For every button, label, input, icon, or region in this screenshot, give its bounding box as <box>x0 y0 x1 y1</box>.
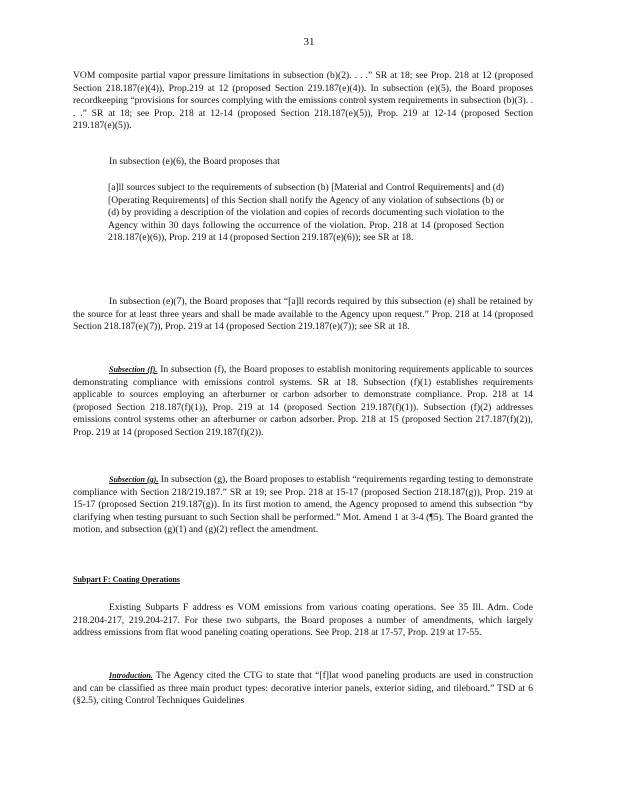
block-quote-violation-notice: [a]ll sources subject to the requirements of subsection (b) [Material and Control Requirements] and (d) [Operating Requirements] of this Section shall notify the Agency of any violation of subsections (b) or (d) by providing a description of the violation and copies of records documenting such violation to the Agency within 30 days following the occurrence of the violation. Prop. 218 at 14 (proposed Section 218.187(e)(6)), Prop. 219 at 14 (proposed Section 219.187(e)(6)); see SR at 18. <box>108 182 504 244</box>
paragraph-introduction-text: The Agency cited the CTG to state that “[f]lat wood paneling products are used in construction and can be classified as three main product types: decorative interior panels, exterior siding, and tileboard.” TSD at 6 (§2.5), citing Control Techniques Guidelines <box>73 670 533 707</box>
paragraph-subsection-e6-intro: In subsection (e)(6), the Board proposes that <box>109 156 280 167</box>
run-in-heading-subsection-g: Subsection (g). <box>109 475 159 484</box>
paragraph-subsection-g <box>73 474 533 537</box>
section-heading-subpart-f: Subpart F: Coating Operations <box>73 575 180 584</box>
paragraph-existing-subparts: Existing Subparts F address es VOM emissions from various coating operations. See 35 Ill. Adm. Code 218.204-217, 219.204-217. For these two subparts, the Board proposes a number of amendments, which largely address emissions from flat wood paneling coating operations. See Prop. 218 at 17-57, Prop. 219 at 17-55. <box>73 602 533 639</box>
run-in-heading-introduction: Introduction. <box>109 671 153 680</box>
paragraph-subsection-g-text: In subsection (g), the Board proposes to establish “requirements regarding testing to demonstrate compliance with Section 218/219.187.” SR at 19; see Prop. 218 at 15-17 (proposed Section 218.187(g)), Prop. 219 at 15-17 (proposed Section 219.187(g)). In its first motion to amend, the Agency proposed to amend this subsection “by clarifying when testing pursuant to such Section shall be performed.” Mot. Amend 1 at 3-4 (¶5). The Board granted the motion, and subsection (g)(1) and (g)(2) reflect the amendment. <box>73 474 533 536</box>
run-in-heading-subsection-f: Subsection (f). <box>109 365 158 374</box>
page-number: 31 <box>303 36 315 48</box>
paragraph-subsection-e7: In subsection (e)(7), the Board proposes that “[a]ll records required by this subsection (e) shall be retained by the source for at least three years and shall be made available to the Agency upon request.” Prop. 218 at 14 (proposed Section 218.187(e)(7)), Prop. 219 at 14 (proposed Section 219.187(e)(7)); see SR at 18. <box>73 296 533 333</box>
paragraph-recordkeeping: VOM composite partial vapor pressure limitations in subsection (b)(2). . . .” SR at 18; see Prop. 218 at 12 (proposed Section 218.187(e)(4)), Prop.219 at 12 (proposed Section 219.187(e)(4)). In subsection (e)(5), the Board proposes recordkeeping “provisions for sources complying with the emissions control system requirements in subsection (b)(3). . . .” SR at 18; see Prop. 218 at 12-14 (proposed Section 218.187(e)(5)), Prop. 219 at 12-14 (proposed Section 219.187(e)(5)). <box>73 70 533 132</box>
paragraph-introduction <box>73 670 533 708</box>
paragraph-subsection-f-text: In subsection (f), the Board proposes to establish monitoring requirements applicable to sources demonstrating compliance with emissions control systems. SR at 18. Subsection (f)(1) establishes requirements applicable to sources employing an afterburner or carbon adsorber to demonstrate compliance. Prop. 218 at 14 (proposed Section 218.187(f)(1)), Prop. 219 at 14 (proposed Section 219.187(f)(1)). Subsection (f)(2) addresses emissions control systems other an afterburner or carbon adsorber. Prop. 218 at 15 (proposed Section 217.187(f)(2)), Prop. 219 at 14 (proposed Section 219.187(f)(2)). <box>73 364 533 438</box>
paragraph-subsection-f <box>73 364 533 440</box>
